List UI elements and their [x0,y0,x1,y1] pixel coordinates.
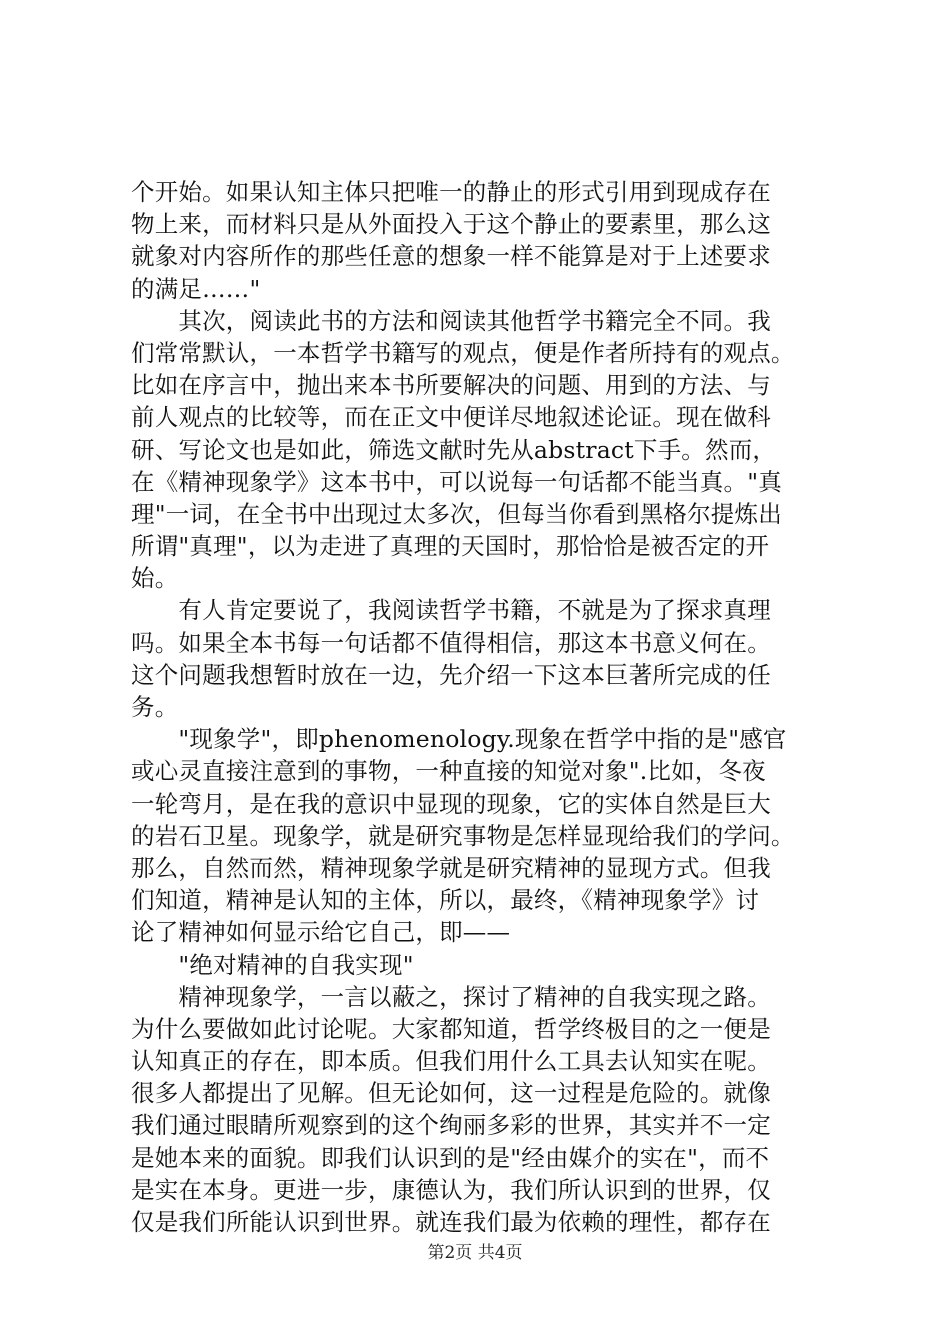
text-line: 务。 [131,693,179,721]
text-line: 论了精神如何显示给它自己，即—— [131,918,511,947]
text-line: 所谓"真理"，以为走进了真理的天国时，那恰恰是被否定的开 [131,532,770,561]
text-line: 前人观点的比较等，而在正文中便详尽地叙述论证。现在做科 [131,403,771,432]
text-line: 是实在本身。更进一步，康德认为，我们所认识到的世界，仅 [131,1175,771,1204]
text-line: 一轮弯月，是在我的意识中显现的现象，它的实体自然是巨大 [131,789,771,818]
text-line: 个开始。如果认知主体只把唯一的静止的形式引用到现成存在 [131,178,771,206]
text-line: "现象学"，即phenomenology.现象在哲学中指的是"感官 [131,725,787,754]
text-line: 是她本来的面貌。即我们认识到的是"经由媒介的实在"，而不 [131,1143,770,1172]
text-line: 物上来，而材料只是从外面投入于这个静止的要素里，那么这 [131,210,771,239]
text-line: 研、写论文也是如此，筛选文献时先从abstract下手。然而， [131,435,777,464]
text-line: 我们通过眼睛所观察到的这个绚丽多彩的世界，其实并不一定 [131,1111,771,1140]
text-line: 很多人都提出了见解。但无论如何，这一过程是危险的。就像 [131,1079,771,1108]
text-line: 为什么要做如此讨论呢。大家都知道，哲学终极目的之一便是 [131,1014,771,1043]
page-number-footer: 第2页 共4页 [427,1243,523,1263]
text-line: 那么，自然而然，精神现象学就是研究精神的显现方式。但我 [131,853,771,882]
text-line: 其次，阅读此书的方法和阅读其他哲学书籍完全不同。我 [131,306,771,335]
text-line: 吗。如果全本书每一句话都不值得相信，那这本书意义何在。 [131,628,771,657]
text-line: 的岩石卫星。现象学，就是研究事物是怎样显现给我们的学问。 [131,821,795,850]
text-line: 仅是我们所能认识到世界。就连我们最为依赖的理性，都存在 [131,1208,771,1236]
body-text [131,176,831,1238]
text-line: 理"一词，在全书中出现过太多次，但每当你看到黑格尔提炼出 [131,499,782,528]
text-line: 们知道，精神是认知的主体，所以，最终，《精神现象学》讨 [131,886,760,915]
text-line: 这个问题我想暂时放在一边，先介绍一下这本巨著所完成的任 [131,660,771,689]
text-line: "绝对精神的自我实现" [131,950,414,979]
text-line: 精神现象学，一言以蔽之，探讨了精神的自我实现之路。 [131,982,771,1011]
text-line: 就象对内容所作的那些任意的想象一样不能算是对于上述要求 [131,242,771,271]
text-line: 或心灵直接注意到的事物，一种直接的知觉对象".比如，冬夜 [131,757,766,786]
text-line: 认知真正的存在，即本质。但我们用什么工具去认知实在呢。 [131,1047,771,1076]
text-line: 们常常默认，一本哲学书籍写的观点，便是作者所持有的观点。 [131,338,795,367]
text-line: 始。 [131,564,179,593]
text-line: 有人肯定要说了，我阅读哲学书籍，不就是为了探求真理 [131,596,771,625]
text-line: 的满足……" [131,274,261,303]
text-line: 在《精神现象学》这本书中，可以说每一句话都不能当真。"真 [131,467,782,496]
text-line: 比如在序言中，抛出来本书所要解决的问题、用到的方法、与 [131,371,771,400]
